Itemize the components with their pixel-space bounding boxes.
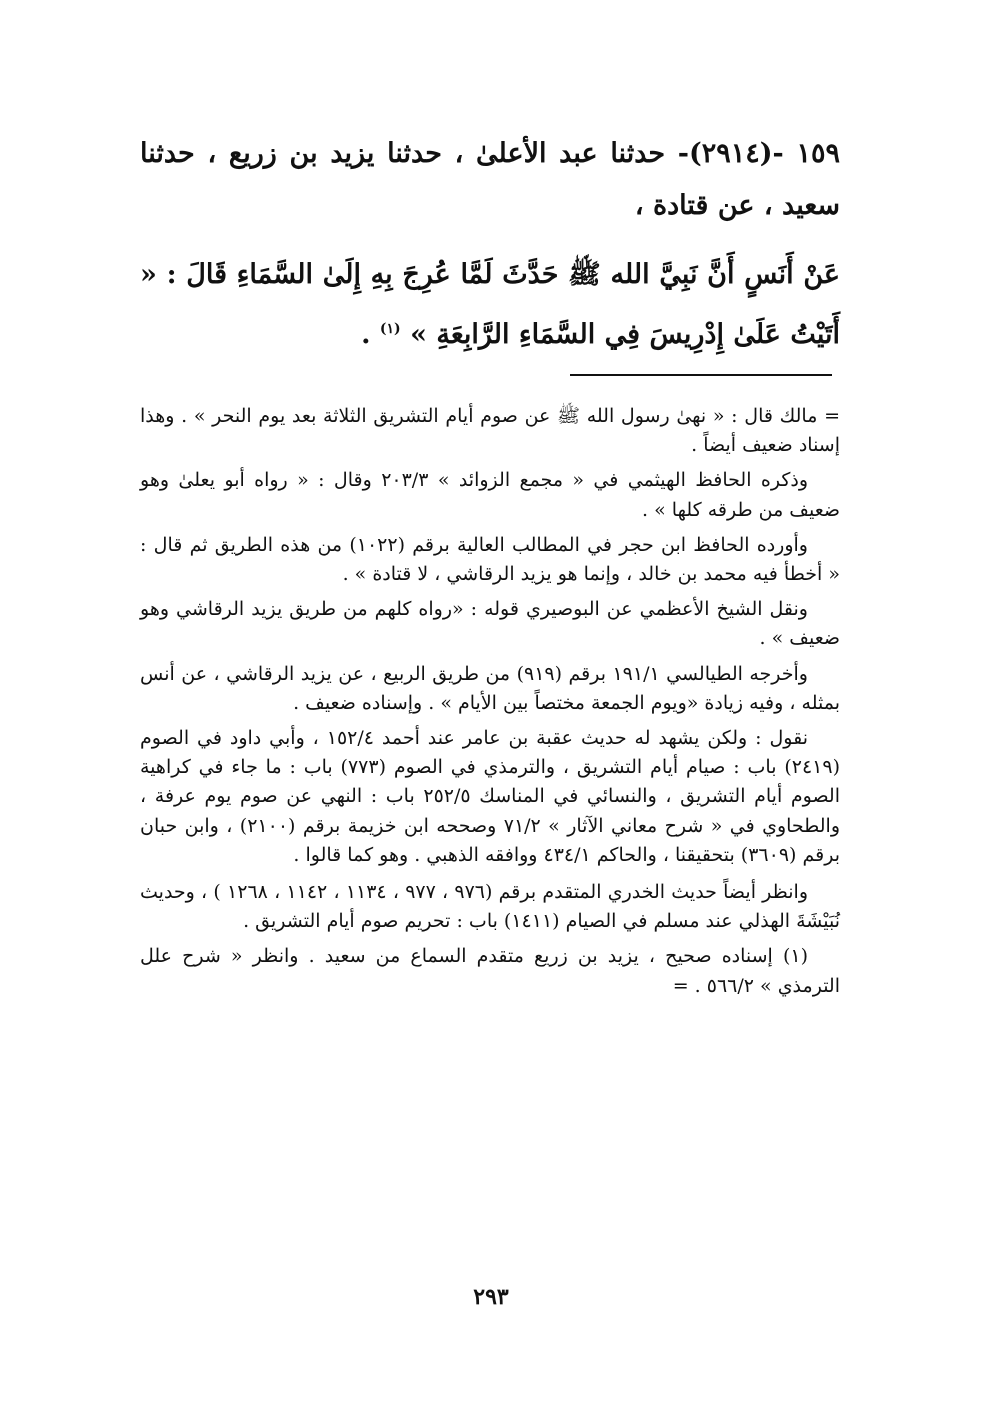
footnote-paragraph: وذكره الحافظ الهيثمي في « مجمع الزوائد » ٢٠٣/٣ وقال : « رواه أبو يعلىٰ وهو ضعيف من طرقه كلها » .	[140, 469, 840, 521]
matn-end: .	[361, 319, 371, 350]
footnote-separator	[570, 374, 832, 376]
hadith-isnad: ١٥٩ -(٢٩١٤)- حدثنا عبد الأعلىٰ ، حدثنا يزيد بن زريع ، حدثنا سعيد ، عن قتادة ،	[140, 138, 840, 221]
hadith-matn	[140, 248, 840, 362]
footnote-paragraph: (١) إسناده صحيح ، يزيد بن زريع متقدم السماع من سعيد . وانظر « شرح علل الترمذي » ٥٦٦/٢ . =	[140, 945, 840, 997]
footnotes	[140, 402, 840, 1007]
footnote-paragraph: = مالك قال : « نهىٰ رسول الله ﷺ عن صوم أيام التشريق الثلاثة بعد يوم النحر » . وهذا إسناد ضعيف أيضاً .	[140, 405, 840, 457]
matn-intro: عَنْ أَنَسٍ أَنَّ نَبِيَّ الله ﷺ حَدَّثَ لَمَّا عُرِجَ بِهِ إِلَىٰ السَّمَاءِ قَالَ : «	[140, 259, 840, 290]
footnote-paragraph: وانظر أيضاً حديث الخدري المتقدم برقم (٩٧٦ ، ٩٧٧ ، ١١٣٤ ، ١١٤٢ ، ١٢٦٨ ) ، وحديث نُبَيْشَةَ الهذلي عند مسلم في الصيام (١٤١١) باب : تحريم صوم أيام التشريق .	[140, 881, 840, 933]
matn-close: »	[410, 319, 427, 350]
matn-quote: أَتَيْتُ عَلَىٰ إِدْرِيسَ فِي السَّمَاءِ الرَّابِعَةِ	[436, 319, 840, 350]
footnote-paragraph: وأخرجه الطيالسي ١٩١/١ برقم (٩١٩) من طريق الربيع ، عن يزيد الرقاشي ، عن أنس بمثله ، وفيه زيادة «ويوم الجمعة مختصاً بين الأيام » . وإسناده ضعيف .	[140, 662, 840, 714]
page-number: ٢٩٣	[473, 1284, 509, 1310]
footnote-paragraph: وأورده الحافظ ابن حجر في المطالب العالية برقم (١٠٢٢) من هذه الطريق ثم قال : « أخطأ فيه محمد بن خالد ، وإنما هو يزيد الرقاشي ، لا قتادة » .	[140, 533, 840, 586]
footnote-marker: (١)	[379, 321, 401, 337]
footnote-paragraph: ونقل الشيخ الأعظمي عن البوصيري قوله : «رواه كلهم من طريق يزيد الرقاشي وهو ضعيف » .	[140, 598, 840, 650]
footnote-paragraph: نقول : ولكن يشهد له حديث عقبة بن عامر عند أحمد ١٥٢/٤ ، وأبي داود في الصوم (٢٤١٩) باب : صيام أيام التشريق ، والترمذي في الصوم (٧٧٣) باب : ما جاء في كراهية الصوم أيام التشريق ، والنسائي في المناسك ٢٥٢/٥ باب : النهي عن صوم يوم عرفة ، والطحاوي في « شرح معاني الآثار » ٧١/٢ وصححه ابن خزيمة برقم (٢١٠٠) ، وابن حبان برقم (٣٦٠٩) بتحقيقنا ، والحاكم ٤٣٤/١ ووافقه الذهبي . وهو كما قالوا .	[140, 727, 841, 866]
